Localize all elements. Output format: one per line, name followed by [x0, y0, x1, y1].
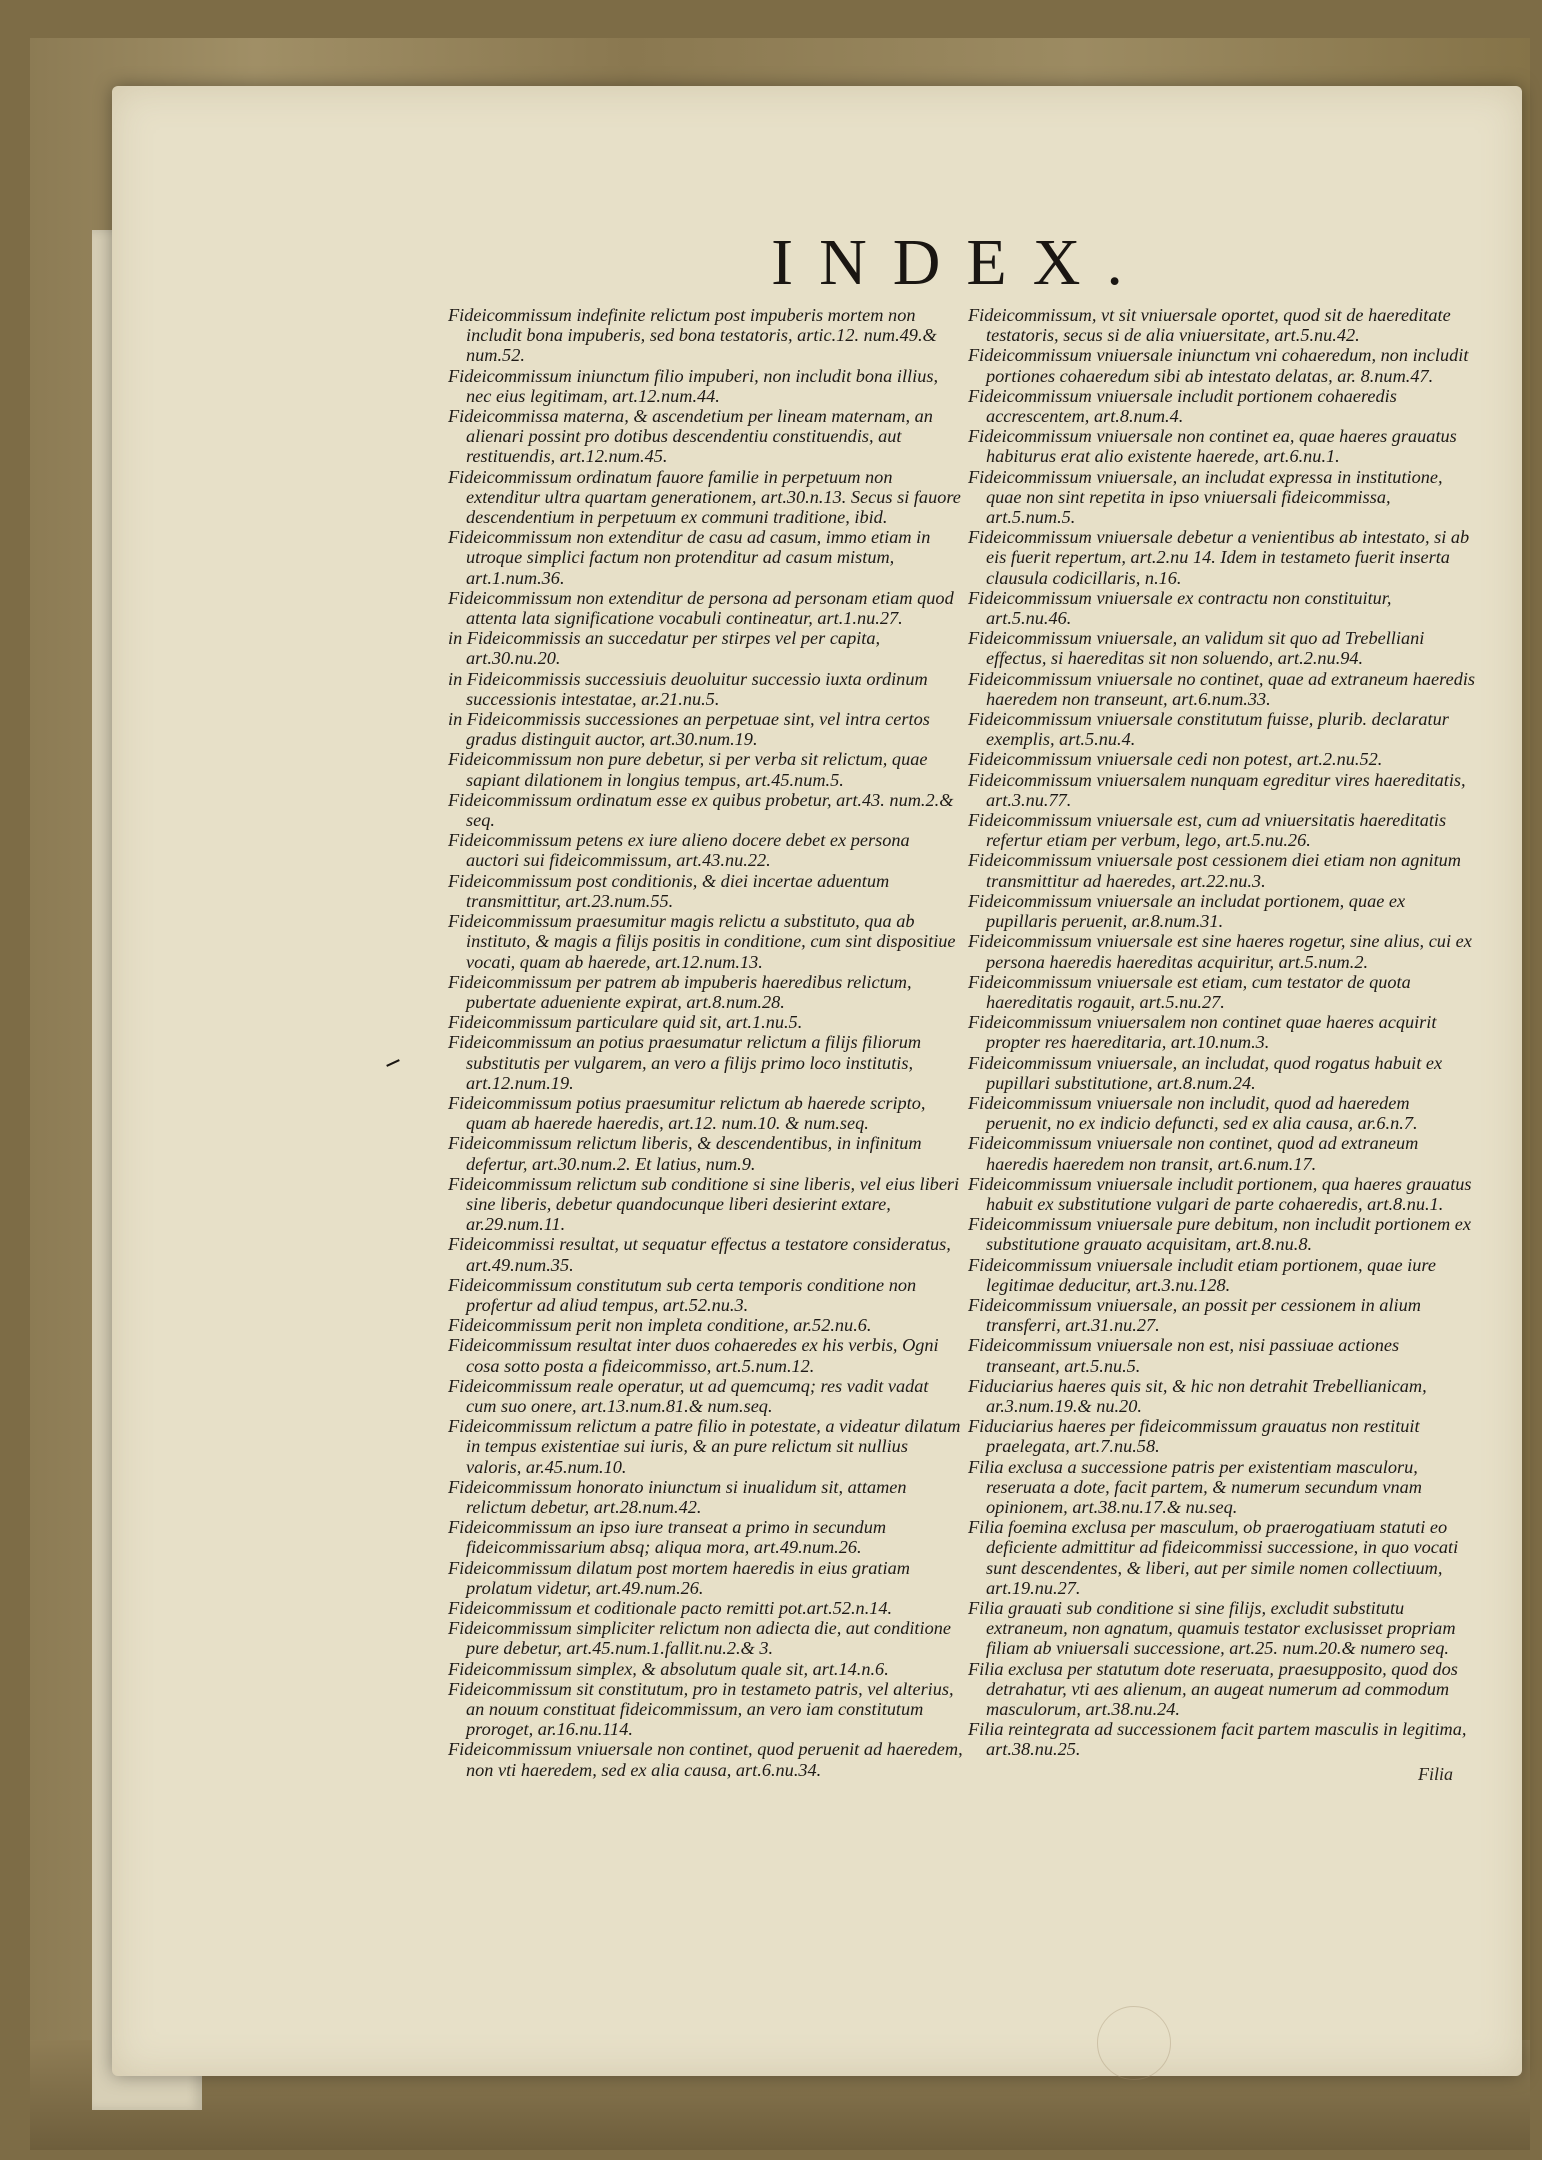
index-entry: in Fideicommissis successiones an perpetuae sint, vel intra certos gradus distinguit auctor, art.30.num.19.	[448, 709, 930, 750]
index-entry: Fideicommissum et coditionale pacto remitti pot.art.52.n.14.	[448, 1598, 893, 1618]
index-entry: Fideicommissum vniuersale est, cum ad vniuersitatis haereditatis refertur etiam per verbum, lego, art.5.nu.26.	[968, 810, 1447, 851]
index-entry: Fideicommissum non extenditur de casu ad casum, immo etiam in utroque simplici factum non protenditur ad casum mistum, art.1.num.36.	[448, 527, 931, 588]
index-entry: Fideicommissum praesumitur magis relictu a substituto, qua ab instituto, & magis a filijs positis in conditione, cum sint dispositiue vocati, quam ab haerede, art.12.num.13.	[448, 911, 956, 972]
index-entry: Fideicommissum vniuersale, an includat expressa in institutione, quae non sint repetita in ipso vniuersali fideicommissa, art.5.num.5.	[968, 466, 1443, 528]
index-entry: in Fideicommissis an succedatur per stirpes vel per capita, art.30.nu.20.	[448, 628, 881, 669]
index-entry: Fideicommissum vniuersale non continet ea, quae haeres grauatus habiturus erat alio existente haerede, art.6.nu.1.	[968, 426, 1457, 467]
index-entry: Fideicommissum indefinite relictum post impuberis mortem non includit bona impuberis, sed bona testatoris, artic.12. num.49.& num.52.	[448, 305, 937, 366]
index-entry: Fideicommissum vniuersale est etiam, cum testator de quota haereditatis rogauit, art.5.nu.27.	[968, 971, 1411, 1012]
index-entry: Fideicommissum vniuersale cedi non potest, art.2.nu.52.	[968, 749, 1383, 770]
index-entry: Fideicommissum vniuersale non est, nisi passiuae actiones transeant, art.5.nu.5.	[968, 1335, 1400, 1376]
index-entry: Fideicommissum vniuersale includit portionem cohaeredis accrescentem, art.8.num.4.	[968, 385, 1397, 427]
index-entry: Fideicommissum potius praesumitur relictum ab haerede scripto, quam ab haerede haeredis, art.12. num.10. & num.seq.	[448, 1092, 926, 1134]
index-entry: Fideicommissum dilatum post mortem haeredis in eius gratiam prolatum videtur, art.49.num.26.	[448, 1557, 910, 1598]
index-entry: Fideicommissum constitutum sub certa temporis conditione non profertur ad aliud tempus, art.52.nu.3.	[448, 1274, 917, 1315]
index-entry: Fideicommissum vniuersale non includit, quod ad haeredem peruenit, no ex indicio defuncti, sed ex alia causa, ar.6.n.7.	[968, 1092, 1418, 1134]
index-entry: Fideicommissum simpliciter relictum non adiecta die, aut conditione pure debetur, art.45.num.1.fallit.nu.2.& 3.	[448, 1618, 951, 1659]
index-entry: Filia foemina exclusa per masculum, ob praerogatiuam statuti eo deficiente admittitur ad fideicommissi successione, in quo vocati sunt descendentes, & liberi, aut per simile nomen collectiuum, art.19.nu.27.	[968, 1517, 1459, 1598]
index-entry: Fideicommissum per patrem ab impuberis haeredibus relictum, pubertate adueniente expirat, art.8.num.28.	[448, 971, 912, 1012]
index-entry: Fideicommissum an potius praesumatur relictum a filijs filiorum substitutis per vulgarem, an vero a filijs primo loco institutis, art.12.num.19.	[448, 1032, 922, 1093]
index-entry: Filia exclusa per statutum dote reseruata, praesupposito, quod dos detrahatur, vti aes alienum, an augeat numerum ad commodum masculorum, art.38.nu.24.	[968, 1658, 1458, 1720]
index-entry: Fideicommissum vniuersale est sine haeres rogetur, sine alius, cui ex persona haeredis haereditas acquiritur, art.5.num.2.	[968, 931, 1472, 972]
index-entry: Filia exclusa a successione patris per existentiam masculoru, reseruata a dote, facit partem, & numerum secundum vnam opinionem, art.38.nu.17.& nu.seq.	[968, 1456, 1422, 1517]
index-entry: Fideicommissum vniuersale ex contractu non constituitur, art.5.nu.46.	[968, 587, 1392, 629]
index-entry: Fideicommissum vniuersale no continet, quae ad extraneum haeredis haeredem non transeunt, art.6.num.33.	[968, 668, 1476, 709]
index-entry: Fideicommissum relictum a patre filio in potestate, a videatur dilatum in tempus existentiae sui iuris, & an pure relictum sit nullius valoris, ar.45.num.10.	[448, 1416, 961, 1477]
index-column-right	[968, 305, 1476, 1760]
index-entry: Fideicommissum sit constitutum, pro in testameto patris, vel alterius, an nouum constituat fideicommissum, an vero iam constitutum proroget, ar.16.nu.114.	[448, 1678, 954, 1740]
index-entry: Fideicommissum vniuersale post cessionem diei etiam non agnitum transmittitur ad haeredes, art.22.nu.3.	[968, 850, 1462, 891]
index-entry: Fideicommissum vniuersale constitutum fuisse, plurib. declaratur exemplis, art.5.nu.4.	[968, 709, 1449, 750]
index-entry: Fideicommissum particulare quid sit, art.1.nu.5.	[448, 1012, 803, 1033]
index-column-left	[448, 305, 963, 1780]
index-entry: Fideicommissum vniuersale debetur a venientibus ab intestato, si ab eis fuerit repertum, art.2.nu 14. Idem in testameto fuerit inserta clausula codicillaris, n.16.	[968, 527, 1470, 588]
index-entry: Fideicommissum simplex, & absolutum quale sit, art.14.n.6.	[448, 1658, 889, 1679]
index-entry: Fideicommissum vniuersale an includat portionem, quae ex pupillaris peruenit, ar.8.num.31.	[968, 890, 1406, 932]
index-entry: Fideicommissum resultat inter duos cohaeredes ex his verbis, Ogni cosa sotto posta a fideicommisso, art.5.num.12.	[448, 1335, 939, 1376]
index-entry: Fideicommissi resultat, ut sequatur effectus a testatore consideratus, art.49.num.35.	[448, 1234, 951, 1275]
index-entry: Fideicommissum perit non impleta conditione, ar.52.nu.6.	[448, 1315, 872, 1336]
index-entry: Fideicommissa materna, & ascendetium per lineam maternam, an alienari possint pro dotibus descendentiu constituendis, aut restituendis, art.12.num.45.	[448, 406, 933, 467]
index-entry: in Fideicommissis successiuis deuoluitur successio iuxta ordinum successionis intestatae, ar.21.nu.5.	[448, 668, 928, 709]
index-entry: Fideicommissum vniuersale includit etiam portionem, quae iure legitimae deducitur, art.3.nu.128.	[968, 1254, 1436, 1295]
index-entry: Fideicommissum petens ex iure alieno docere debet ex persona auctori sui fideicommissum, art.43.nu.22.	[448, 830, 910, 871]
index-entry: Fideicommissum ordinatum fauore familie in perpetuum non extenditur ultra quartam generationem, art.30.n.13. Secus si fauore descendentium in perpetuum ex communi traditione, ibid.	[448, 466, 961, 528]
paper-stain	[1097, 2006, 1171, 2080]
catchword: Filia	[1418, 1764, 1453, 1784]
index-entry: Filia grauati sub conditione si sine filijs, excludit substitutu extraneum, non agnatum, quamuis testator exclusisset propriam filiam ab vniuersali successione, art.25. num.20.& numero seq.	[968, 1598, 1456, 1659]
index-entry: Fideicommissum relictum liberis, & descendentibus, in infinitum defertur, art.30.num.2. Et latius, num.9.	[448, 1133, 922, 1174]
index-entry: Fideicommissum relictum sub conditione si sine liberis, vel eius liberi sine liberis, debetur quandocunque liberi desierint extare, ar.29.num.11.	[448, 1173, 960, 1235]
index-entry: Fideicommissum vniuersale non continet, quod ad extraneum haeredis haeredem non transit, art.6.num.17.	[968, 1133, 1419, 1174]
index-entry: Fideicommissum vniuersalem non continet quae haeres acquirit propter res haereditaria, art.10.num.3.	[968, 1012, 1437, 1053]
index-entry: Fiduciarius haeres quis sit, & hic non detrahit Trebellianicam, ar.3.num.19.& nu.20.	[968, 1375, 1427, 1416]
index-entry: Fideicommissum vniuersalem nunquam egreditur vires haereditatis, art.3.nu.77.	[968, 769, 1466, 810]
index-entry: Fideicommissum ordinatum esse ex quibus probetur, art.43. num.2.& seq.	[448, 789, 954, 831]
index-entry: Fideicommissum non pure debetur, si per verba sit relictum, quae sapiant dilationem in longius tempus, art.45.num.5.	[448, 749, 928, 790]
page-title: INDEX.	[771, 226, 1149, 299]
index-entry: Fideicommissum vniuersale, an validum sit quo ad Trebelliani effectus, si haereditas sit non soluendo, art.2.nu.94.	[968, 628, 1425, 669]
index-entry: Fideicommissum vniuersale, an includat, quod rogatus habuit ex pupillari substitutione, art.8.num.24.	[968, 1052, 1443, 1093]
index-entry: Fideicommissum non extenditur de persona ad personam etiam quod attenta lata significatione vocabuli contineatur, art.1.nu.27.	[448, 587, 954, 629]
index-entry: Fideicommissum post conditionis, & diei incertae aduentum transmittitur, art.23.num.55.	[448, 870, 890, 911]
index-entry: Fideicommissum vniuersale iniunctum vni cohaeredum, non includit portiones cohaeredum sibi ab intestato delatas, ar. 8.num.47.	[968, 345, 1469, 386]
index-entry: Fiduciarius haeres per fideicommissum grauatus non restituit praelegata, art.7.nu.58.	[968, 1416, 1420, 1457]
index-entry: Fideicommissum vniuersale, an possit per cessionem in alium transferri, art.31.nu.27.	[968, 1294, 1421, 1336]
index-entry: Fideicommissum, vt sit vniuersale oportet, quod sit de haereditate testatoris, secus si de alia vniuersitate, art.5.nu.42.	[968, 305, 1451, 346]
index-entry: Fideicommissum honorato iniunctum si inualidum sit, attamen relictum debetur, art.28.num.42.	[448, 1476, 907, 1517]
index-entry: Filia reintegrata ad successionem facit partem masculis in legitima, art.38.nu.25.	[968, 1719, 1467, 1760]
index-entry: Fideicommissum reale operatur, ut ad quemcumq; res vadit vadat cum suo onere, art.13.num.81.& num.seq.	[448, 1375, 929, 1416]
index-entry: Fideicommissum an ipso iure transeat a primo in secundum fideicommissarium absq; aliqua mora, art.49.num.26.	[448, 1517, 887, 1558]
index-entry: Fideicommissum iniunctum filio impuberi, non includit bona illius, nec eius legitimam, art.12.num.44.	[448, 365, 939, 406]
index-entry: Fideicommissum vniuersale pure debitum, non includit portionem ex substitutione grauato acquisitam, art.8.nu.8.	[968, 1214, 1471, 1255]
index-entry: Fideicommissum vniuersale includit portionem, qua haeres grauatus habuit ex substitutione vulgari de parte cohaeredis, art.8.nu.1.	[968, 1173, 1472, 1214]
index-entry: Fideicommissum vniuersale non continet, quod peruenit ad haeredem, non vti haeredem, sed ex alia causa, art.6.nu.34.	[448, 1739, 963, 1780]
